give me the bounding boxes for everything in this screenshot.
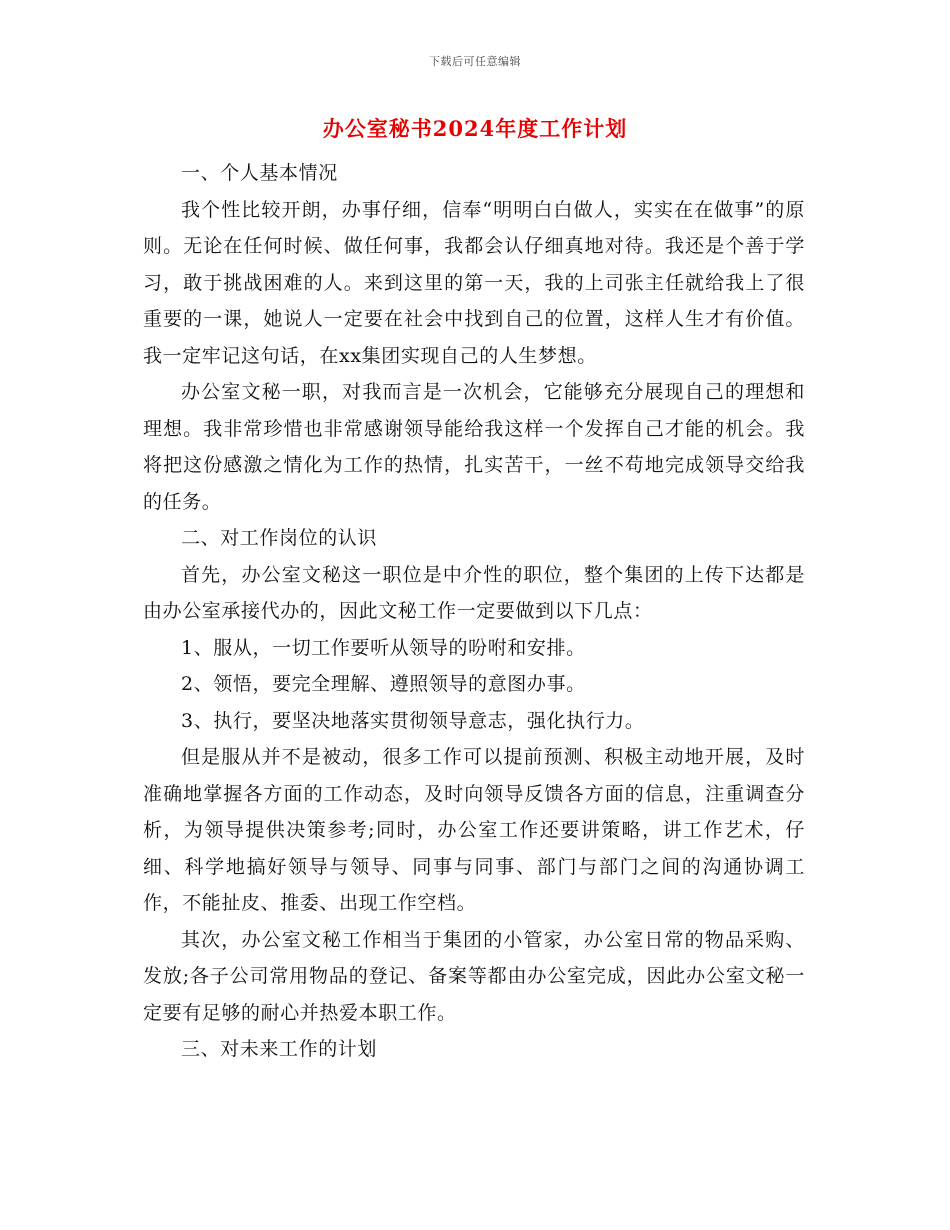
paragraph-personal-intro: 我个性比较开朗，办事仔细，信奉“明明白白做人，实实在在做事”的原则。无论在任何时候、做任何事，我都会认仔细真地对待。我还是个善于学习，敢于挑战困难的人。来到这里的第一天，我的上司张主任就给我上了很重要的一课，她说人一定要在社会中找到自己的位置，这样人生才有价值。我一定牢记这句话，在xx集团实现自己的人生梦想。 xyxy=(143,198,805,367)
paragraph-second-point: 其次，办公室文秘工作相当于集团的小管家，办公室日常的物品采购、发放;各子公司常用物品的登记、备案等都由办公室完成，因此办公室文秘一定要有足够的耐心并热爱本职工作。 xyxy=(143,928,805,1024)
section-heading-1: 一、个人基本情况 xyxy=(181,162,338,184)
list-item-understand: 2、领悟，要完全理解、遵照领导的意图办事。 xyxy=(181,673,586,695)
header-note: 下载后可任意编辑 xyxy=(429,55,521,68)
document-title: 办公室秘书2024年度工作计划 xyxy=(322,116,628,141)
section-heading-2: 二、对工作岗位的认识 xyxy=(181,527,378,549)
list-item-obey: 1、服从，一切工作要听从领导的吩咐和安排。 xyxy=(181,636,586,659)
section-heading-3: 三、对未来工作的计划 xyxy=(181,1038,378,1060)
paragraph-opportunity: 办公室文秘一职，对我而言是一次机会，它能够充分展现自己的理想和理想。我非常珍惜也非常感谢领导能给我这样一个发挥自己才能的机会。我将把这份感激之情化为工作的热情，扎实苦干，一丝不苟地完成领导交给我的任务。 xyxy=(143,381,805,513)
document-body xyxy=(143,155,805,1068)
paragraph-first-point: 首先，办公室文秘这一职位是中介性的职位，整个集团的上传下达都是由办公室承接代办的，因此文秘工作一定要做到以下几点： xyxy=(143,563,805,622)
paragraph-proactive: 但是服从并不是被动，很多工作可以提前预测、积极主动地开展，及时准确地掌握各方面的工作动态，及时向领导反馈各方面的信息，注重调查分析，为领导提供决策参考;同时，办公室工作还要讲策略，讲工作艺术，仔细、科学地搞好领导与领导、同事与同事、部门与部门之间的沟通协调工作，不能扯皮、推委、出现工作空档。 xyxy=(143,746,805,914)
list-item-execute: 3、执行，要坚决地落实贯彻领导意志，强化执行力。 xyxy=(181,709,645,732)
